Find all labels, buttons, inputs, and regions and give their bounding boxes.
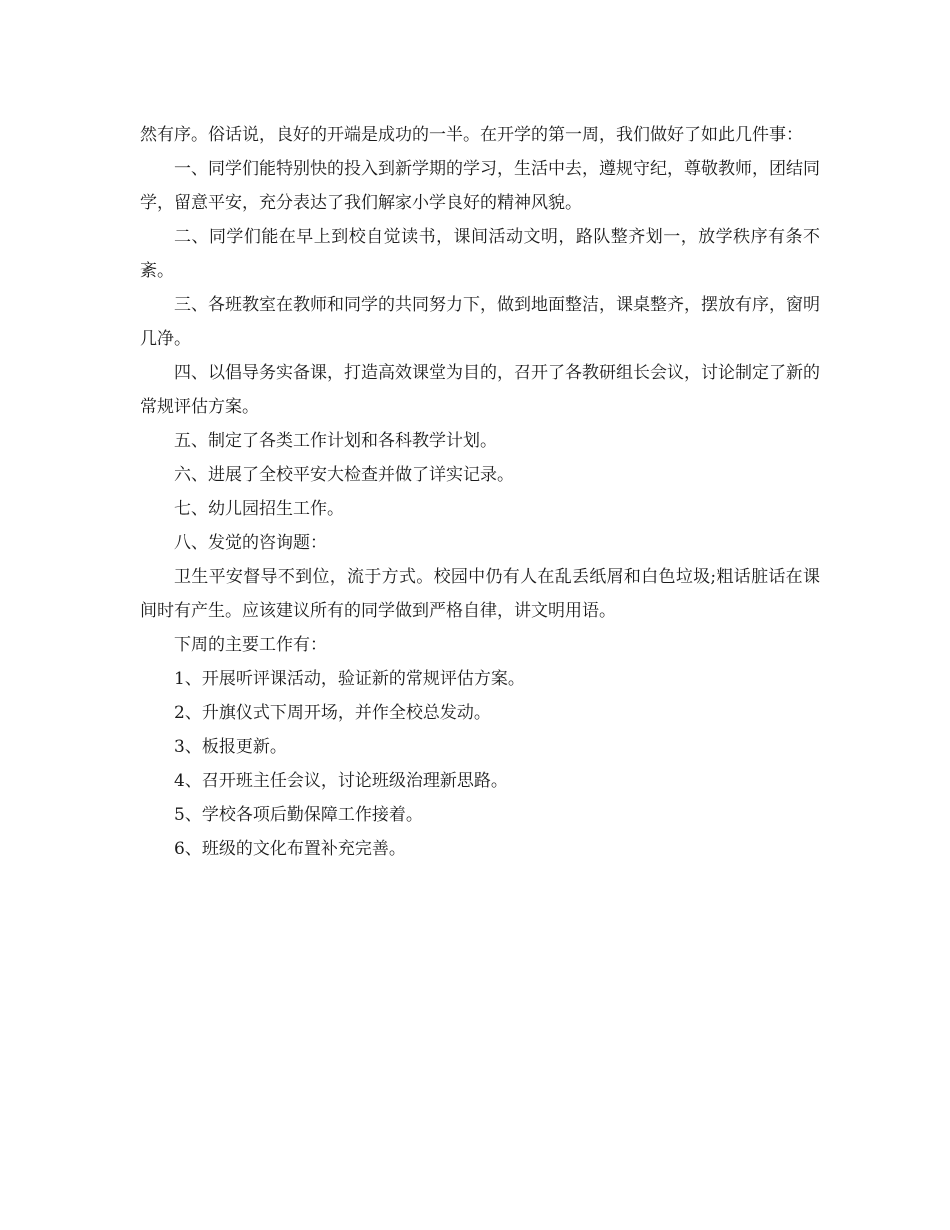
next-week-item-5: 5、学校各项后勤保障工作接着。 — [174, 805, 423, 825]
paragraph-problems: 卫生平安督导不到位，流于方式。校园中仍有人在乱丢纸屑和白色垃圾;粗话脏话在课间时有产生。应该建议所有的同学做到严格自律，讲文明用语。 — [140, 567, 820, 621]
next-week-item-6: 6、班级的文化布置补充完善。 — [174, 839, 406, 859]
paragraph-item-6: 六、进展了全校平安大检查并做了详实记录。 — [174, 465, 514, 485]
next-week-item-1: 1、开展听评课活动，验证新的常规评估方案。 — [174, 669, 525, 689]
next-week-item-4: 4、召开班主任会议，讨论班级治理新思路。 — [174, 771, 508, 791]
paragraph-item-8: 八、发觉的咨询题： — [174, 533, 327, 553]
next-week-item-3: 3、板报更新。 — [174, 737, 287, 757]
paragraph-continuation: 然有序。俗话说，良好的开端是成功的一半。在开学的第一周，我们做好了如此几件事： — [140, 125, 803, 145]
next-week-heading: 下周的主要工作有： — [174, 635, 327, 655]
paragraph-item-7: 七、幼儿园招生工作。 — [174, 499, 344, 519]
paragraph-item-1: 一、同学们能特别快的投入到新学期的学习，生活中去，遵规守纪，尊敬教师，团结同学，留意平安，充分表达了我们解家小学良好的精神风貌。 — [140, 159, 820, 213]
paragraph-item-3: 三、各班教室在教师和同学的共同努力下，做到地面整洁，课桌整齐，摆放有序，窗明几净。 — [140, 295, 820, 349]
paragraph-item-5: 五、制定了各类工作计划和各科教学计划。 — [174, 431, 497, 451]
paragraph-item-4: 四、以倡导务实备课，打造高效课堂为目的，召开了各教研组长会议，讨论制定了新的常规评估方案。 — [140, 363, 820, 417]
next-week-item-2: 2、升旗仪式下周开场，并作全校总发动。 — [174, 703, 491, 723]
paragraph-item-2: 二、同学们能在早上到校自觉读书，课间活动文明，路队整齐划一，放学秩序有条不紊。 — [140, 227, 820, 281]
document-body — [140, 118, 820, 866]
